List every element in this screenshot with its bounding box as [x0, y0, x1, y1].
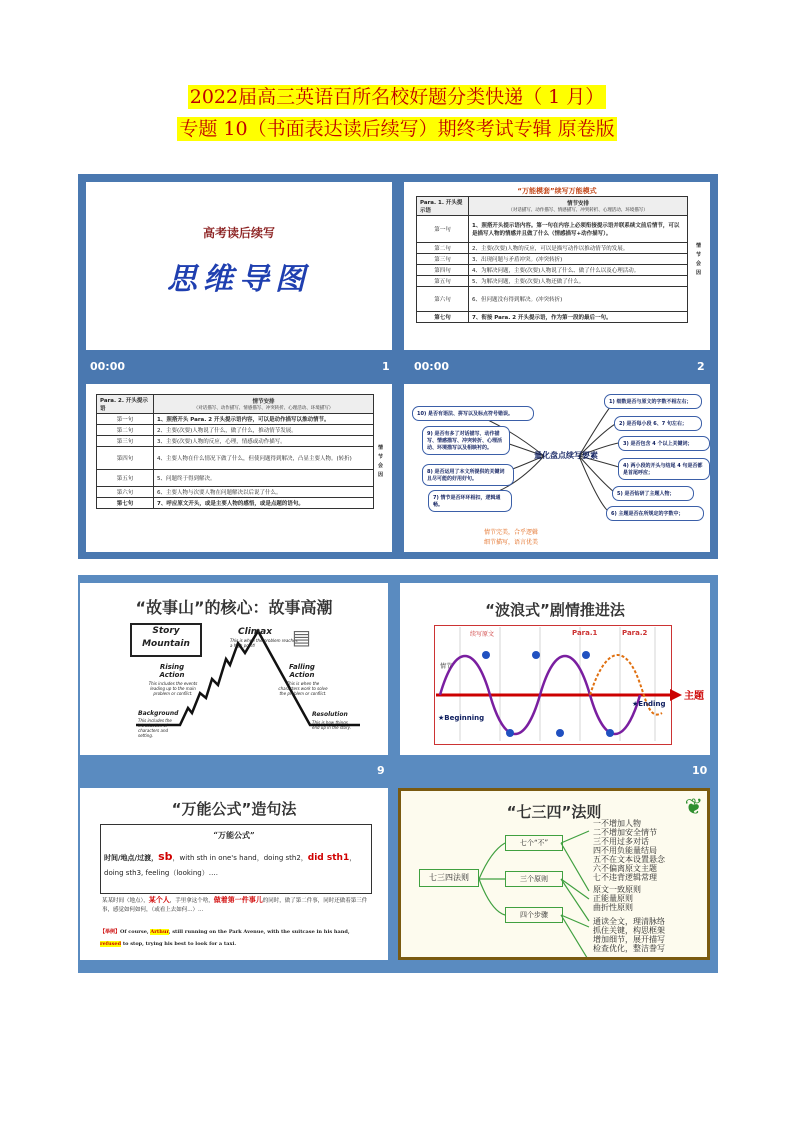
formula-part-b: ，with sth in one's hand，doing sth2， [172, 854, 308, 862]
table-row-text: 4、主要人物在什么情况下做了什么，但使问题得到解决，凸显主要人物。(转折) [154, 447, 374, 470]
formula-box-title: “万能公式” [213, 830, 255, 840]
table-row-label: 第一句 [417, 216, 469, 243]
slide3-side-note: 情节会因 [378, 445, 384, 478]
background-label: Background [138, 710, 179, 717]
slide1-title: 高考读后续写 [202, 226, 275, 240]
label-para1: Para.1 [572, 629, 598, 637]
slide12-title: “七三四”法则 [506, 803, 602, 821]
slide3-table [96, 394, 374, 509]
list-item: 七不违背逻辑常理 [593, 873, 657, 882]
table-row-label: 第六句 [97, 487, 154, 498]
mindmap-right-node: 1) 细数是否与原文的字数不相左右； [604, 394, 702, 409]
slide2-head-sub: （对话描写、动作描写、情感描写、冲突转折、心理活动、环境描写） [508, 208, 648, 213]
table-row-label: 第二句 [97, 425, 154, 436]
table-row-label: 第三句 [417, 254, 469, 265]
resolution-desc: This is how things end up in the story. [312, 720, 351, 730]
table-row-text: 1、照搭开头 Para. 2 开头提示语内容，可以是动作描写以推动情节。 [154, 414, 374, 425]
slide2-head-left: Para. 1. 开头提示语 [417, 197, 469, 216]
slide-9[interactable] [80, 583, 388, 755]
example-c: refused [100, 941, 122, 947]
table-row-text: 2、主要(次要)人物的反应，可以是描写动作以推动情节的发展。 [469, 243, 688, 254]
rule-list-1 [593, 819, 665, 882]
example-d: to stop, trying his best to look for a taxi. [121, 941, 237, 947]
background-desc: This includes the introduction of characters and setting. [138, 718, 172, 738]
slide2-table [416, 196, 688, 323]
formula-line2: doing sth3, feeling（looking）…. [104, 869, 218, 877]
explain-e: 的同时，做了第二件事，同时还做着第三件事，感觉如何如何，（或看上去如何...）... [102, 898, 368, 913]
explain-c: ，手里拿这个啥， [169, 898, 214, 904]
formula-part-a: 时间/地点/过渡， [104, 854, 159, 862]
slide-1[interactable] [86, 182, 392, 350]
mindmap-right-node: 6) 主题是否在所规定的字数中； [606, 506, 704, 521]
list-item: 一不增加人物 [593, 819, 641, 828]
list-item: 原文一致原则 [593, 885, 641, 894]
climax-label: Climax [238, 627, 273, 637]
slide9-title: “故事山”的核心：故事高潮 [135, 598, 333, 617]
label-plot: 情节 [440, 663, 453, 670]
mindmap-right-node: 2) 是否每小段 6、7 句左右； [614, 416, 702, 431]
book-icon: ▤ [292, 625, 311, 649]
mindmap-right-node: 3) 是否包含 4 个以上关键词； [618, 436, 710, 451]
table-row-text: 7、衔接 Para. 2 开头提示语，作为第一段的最后一句。 [469, 312, 688, 323]
explain-d: 做着第一件事儿 [213, 896, 263, 904]
table-row-text: 6、主要人物与次要人物在问题解决以后说了什么。 [154, 487, 374, 498]
mindmap-center: 量化盘点续写要素 [534, 451, 598, 460]
mindmap-left-node: 7) 情节是否环环相扣，逻辑通畅。 [428, 490, 512, 512]
slide9-number: 9 [377, 764, 385, 777]
formula-explain [102, 896, 368, 915]
climax-desc: This is when the problem reaches a high point! [230, 638, 298, 648]
mindmap-left-node: 9) 是否有多了对话描写、动作描写、情感描写、冲突转折、心理活动、环境描写以及相映衬的。 [422, 426, 510, 455]
mindmap-bottom-note-2: 细节描写，语言优美 [484, 539, 539, 546]
slide-12[interactable] [398, 788, 710, 960]
slide2-time: 00:00 [414, 360, 450, 373]
example-name: Arthur [150, 929, 169, 935]
table-row-text: 6、但问题没有得到解决。(冲突转折) [469, 287, 688, 312]
slide-3[interactable] [86, 384, 392, 552]
list-item: 增加细节，展开描写 [593, 935, 665, 944]
rule-branch-3: 四个步骤 [505, 907, 563, 923]
table-row-text: 3、出现问题与矛盾冲突。(冲突转折) [469, 254, 688, 265]
label-original: 续写原文 [470, 631, 495, 638]
falling-desc: This is when the characters work to solve the problem or conflict. [278, 681, 328, 696]
formula-sb: sb [158, 850, 173, 863]
mindmap-right-node: 4) 两小段的开头与结尾 4 句是否都是首尾呼应； [618, 458, 710, 480]
table-row-label: 第三句 [97, 436, 154, 447]
falling-label: Falling Action [289, 663, 315, 679]
mindmap-left-node: 10) 是否有语法、拼写以及标点符号错误。 [412, 406, 534, 421]
explain-b: 某个人 [148, 896, 170, 904]
table-row-label: 第一句 [97, 414, 154, 425]
list-item: 抓住关键，构思框架 [593, 926, 665, 935]
rule-root: 七三四法则 [419, 869, 479, 887]
rule-branch-1: 七个“不” [505, 835, 563, 851]
beginning-text: Beginning [444, 714, 485, 722]
table-row-label: 第五句 [97, 470, 154, 487]
table-row-text: 5、为解决问题，主要(次要)人物还做了什么。 [469, 276, 688, 287]
formula-part-c: ， [349, 854, 357, 862]
table-row-label: 第七句 [417, 312, 469, 323]
rule-list-3 [593, 917, 665, 953]
document-title-line2: 专题 10（书面表达读后续写）期终考试专辑 原卷版 [179, 118, 615, 140]
explain-a: 某某时间（地点）， [102, 898, 149, 904]
table-row-text: 5、问题终于得到解决。 [154, 470, 374, 487]
rising-label: Rising Action [159, 663, 185, 679]
table-row-label: 第六句 [417, 287, 469, 312]
list-item: 曲折性原则 [593, 903, 633, 912]
slide-11[interactable] [80, 788, 388, 960]
table-row-text: 4、为解决问题，主要(次要)人物说了什么、做了什么以及心理活动。 [469, 265, 688, 276]
list-item: 六不偏离原文主题 [593, 864, 657, 873]
slide3-head-left: Para. 2. 开头提示语 [97, 395, 154, 414]
slide-10[interactable] [400, 583, 710, 755]
list-item: 正能量原则 [593, 894, 633, 903]
rising-desc: This includes the events leading up to the main problem or conflict. [148, 681, 198, 696]
table-row-label: 第四句 [417, 265, 469, 276]
list-item: 五不在文本设置悬念 [593, 855, 665, 864]
table-row-text: 1、照搭开头提示语内容。第一句在内容上必须衔接提示语并联系续文前后情节，可以是描写人物的情感并且做了什么（情感描写+动作描写）。 [469, 216, 688, 243]
table-row-label: 第七句 [97, 498, 154, 509]
example-b: , still running on the Park Avenue, with the suitcase in his hand, [168, 929, 350, 935]
list-item: 通读全文，理清脉络 [593, 917, 665, 926]
formula-line1 [104, 850, 356, 863]
slide1-number: 1 [382, 360, 390, 373]
slide10-number: 10 [692, 764, 708, 777]
mindmap-left-node: 8) 是否运用了本文所提供的关键词且尽可能的好用好句。 [422, 464, 514, 486]
slide2-head-right: 情节安排 [566, 201, 589, 207]
slide3-head-right: 情节安排 [252, 399, 275, 405]
label-theme: 主题 [684, 691, 704, 702]
slide-4[interactable] [404, 384, 710, 552]
slide2-side-note: 情节会因 [696, 243, 702, 276]
label-beginning: ★Beginning [438, 714, 485, 722]
table-row-label: 第五句 [417, 276, 469, 287]
example-a: Of course, [120, 929, 151, 935]
badge-line1: Story [152, 626, 180, 636]
leaf-decoration-icon: ❦ [684, 795, 703, 820]
rule-list-2 [593, 885, 641, 912]
example-sentence [100, 926, 372, 950]
list-item: 检查优化，整洁誊写 [593, 944, 665, 953]
resolution-label: Resolution [312, 711, 348, 718]
example-tag: 【举例】 [100, 929, 121, 935]
ending-text: Ending [638, 700, 666, 708]
label-ending: ★Ending [632, 700, 666, 708]
mindmap-bottom-note-1: 情节完美，合乎逻辑 [484, 529, 539, 536]
table-row-label: 第二句 [417, 243, 469, 254]
list-item: 三不用过多对话 [593, 837, 649, 846]
list-item: 四不用负能量结局 [593, 846, 657, 855]
slide2-number: 2 [697, 360, 705, 373]
label-para2: Para.2 [622, 629, 648, 637]
slide11-title: “万能公式”造句法 [171, 800, 297, 818]
document-title-line1: 2022届高三英语百所名校好题分类快递（ 1 月） [189, 86, 605, 108]
table-row-text: 2、主要(次要)人物说了什么，做了什么，推动情节发展。 [154, 425, 374, 436]
slide2-title: “万能模套”续写万能模式 [517, 187, 597, 195]
table-row-label: 第四句 [97, 447, 154, 470]
table-row-text: 7、呼应原文开头，或是主要人物的感悟，或是点题的语句。 [154, 498, 374, 509]
slide1-subtitle: 思维导图 [167, 262, 311, 297]
badge-line2: Mountain [142, 639, 190, 649]
rule-branch-2: 三个原则 [505, 871, 563, 887]
list-item: 二不增加安全情节 [593, 828, 657, 837]
slide1-time: 00:00 [90, 360, 126, 373]
slide10-title: “波浪式”剧情推进法 [485, 601, 625, 619]
slide-2[interactable] [404, 182, 710, 350]
formula-did: did sth1 [307, 853, 350, 863]
mindmap-right-node: 5) 是否钻研了主题人物； [612, 486, 694, 501]
slide3-head-sub: （对话描写、动作描写、情感描写、冲突转折、心理活动、环境描写） [193, 406, 334, 411]
table-row-text: 3、主要(次要)人物的反应，心理，情感或动作描写。 [154, 436, 374, 447]
